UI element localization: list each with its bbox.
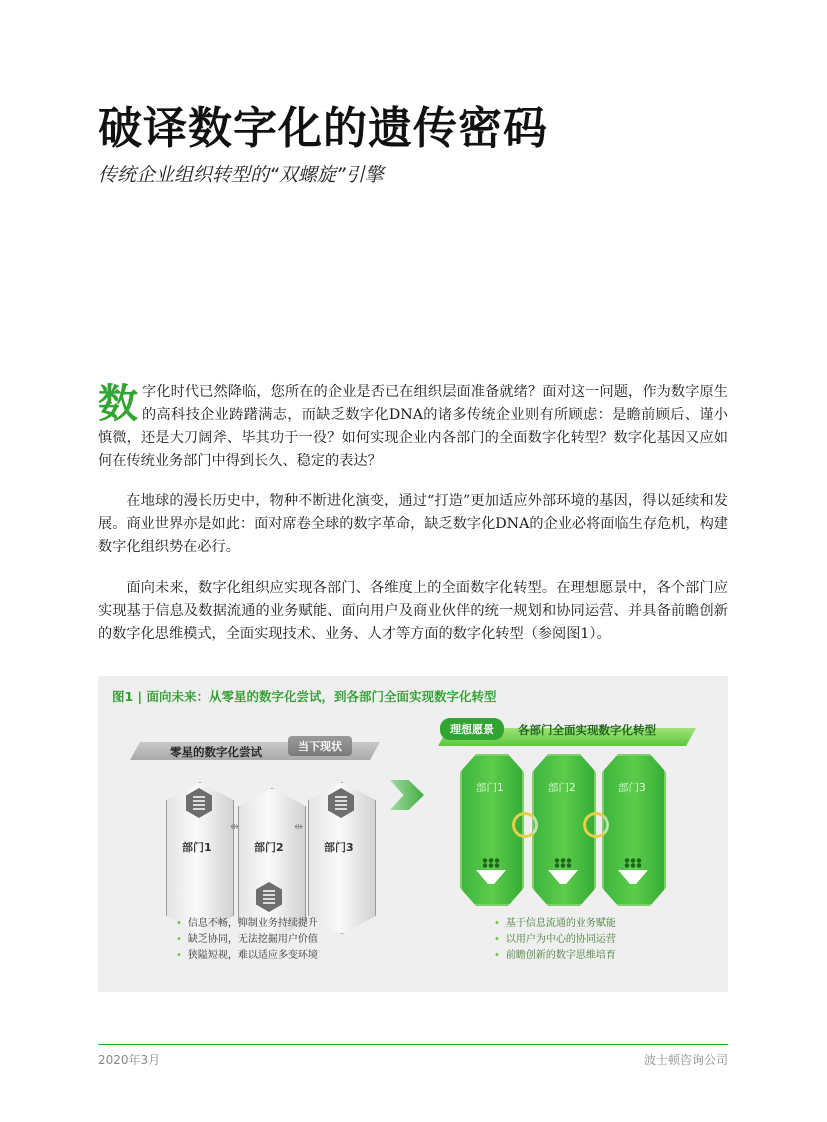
paragraph-1 bbox=[98, 381, 728, 473]
broken-link-icon: ⇹ bbox=[230, 820, 240, 833]
right-department-2-label: 部门2 bbox=[548, 782, 576, 794]
list-item: • 前瞻创新的数字思维培育 bbox=[494, 948, 616, 964]
right-department-1-label: 部门1 bbox=[476, 782, 504, 794]
left-department-3-label: 部门3 bbox=[324, 841, 354, 854]
page-subtitle: 传统企业组织转型的“双螺旋”引擎 bbox=[98, 164, 384, 186]
right-department-3-label: 部门3 bbox=[618, 782, 646, 794]
figure-caption: 图1 | 面向未来：从零星的数字化尝试，到各部门全面实现数字化转型 bbox=[112, 689, 497, 704]
footer-date: 2020年3月 bbox=[98, 1053, 161, 1067]
list-item: • 以用户为中心的协同运营 bbox=[494, 932, 616, 948]
left-department-2-label: 部门2 bbox=[254, 841, 284, 854]
left-department-1-label: 部门1 bbox=[182, 841, 212, 854]
page-title: 破译数字化的遗传密码 bbox=[98, 103, 548, 154]
ideal-vision-bullets bbox=[494, 916, 616, 964]
list-item: • 基于信息流通的业务赋能 bbox=[494, 916, 616, 932]
current-state-bullets bbox=[176, 916, 318, 964]
broken-link-icon: ⇹ bbox=[294, 820, 304, 833]
transition-arrow-icon bbox=[390, 780, 424, 810]
data-funnel-icon bbox=[618, 858, 648, 884]
drop-cap: 数 bbox=[98, 380, 138, 427]
current-state-tag: 当下现状 bbox=[288, 736, 352, 756]
sync-cycle-icon bbox=[512, 812, 538, 838]
sync-cycle-icon bbox=[583, 812, 609, 838]
list-item: • 缺乏协同，无法挖掘用户价值 bbox=[176, 932, 318, 948]
data-funnel-icon bbox=[476, 858, 506, 884]
footer-divider bbox=[98, 1044, 728, 1045]
list-item: • 信息不畅，抑制业务持续提升 bbox=[176, 916, 318, 932]
paragraph-2: 在地球的漫长历史中，物种不断进化演变，通过“打造”更加适应外部环境的基因，得以延续和发展。商业世界亦是如此：面对席卷全球的数字革命，缺乏数字化DNA的企业必将面临生存危机，构建数字化组织势在必行。 bbox=[98, 493, 728, 555]
list-item: • 狭隘短视，难以适应多变环境 bbox=[176, 948, 318, 964]
paragraph-1-text: 字化时代已然降临，您所在的企业是否已在组织层面准备就绪？面对这一问题，作为数字原生的高科技企业踌躇满志，而缺乏数字化DNA的诸多传统企业则有所顾虑：是瞻前顾后、谨小慎微，还是大刀阔斧、毕其功于一役？如何实现企业内各部门的全面数字化转型？数字化基因又应如何在传统业务部门中得到长久、稳定的表达？ bbox=[98, 384, 728, 469]
ideal-vision-title: 各部门全面实现数字化转型 bbox=[518, 723, 656, 737]
paragraph-3: 面向未来，数字化组织应实现各部门、各维度上的全面数字化转型。在理想愿景中，各个部门应实现基于信息及数据流通的业务赋能、面向用户及商业伙伴的统一规划和协同运营、并具备前瞻创新的数字化思维模式，全面实现技术、业务、人才等方面的数字化转型（参阅图1）。 bbox=[98, 580, 728, 642]
figure-1 bbox=[98, 676, 728, 992]
footer-company: 波士顿咨询公司 bbox=[643, 1053, 728, 1067]
data-funnel-icon bbox=[548, 858, 578, 884]
ideal-vision-tag: 理想愿景 bbox=[440, 718, 504, 740]
current-state-title: 零星的数字化尝试 bbox=[170, 745, 262, 759]
